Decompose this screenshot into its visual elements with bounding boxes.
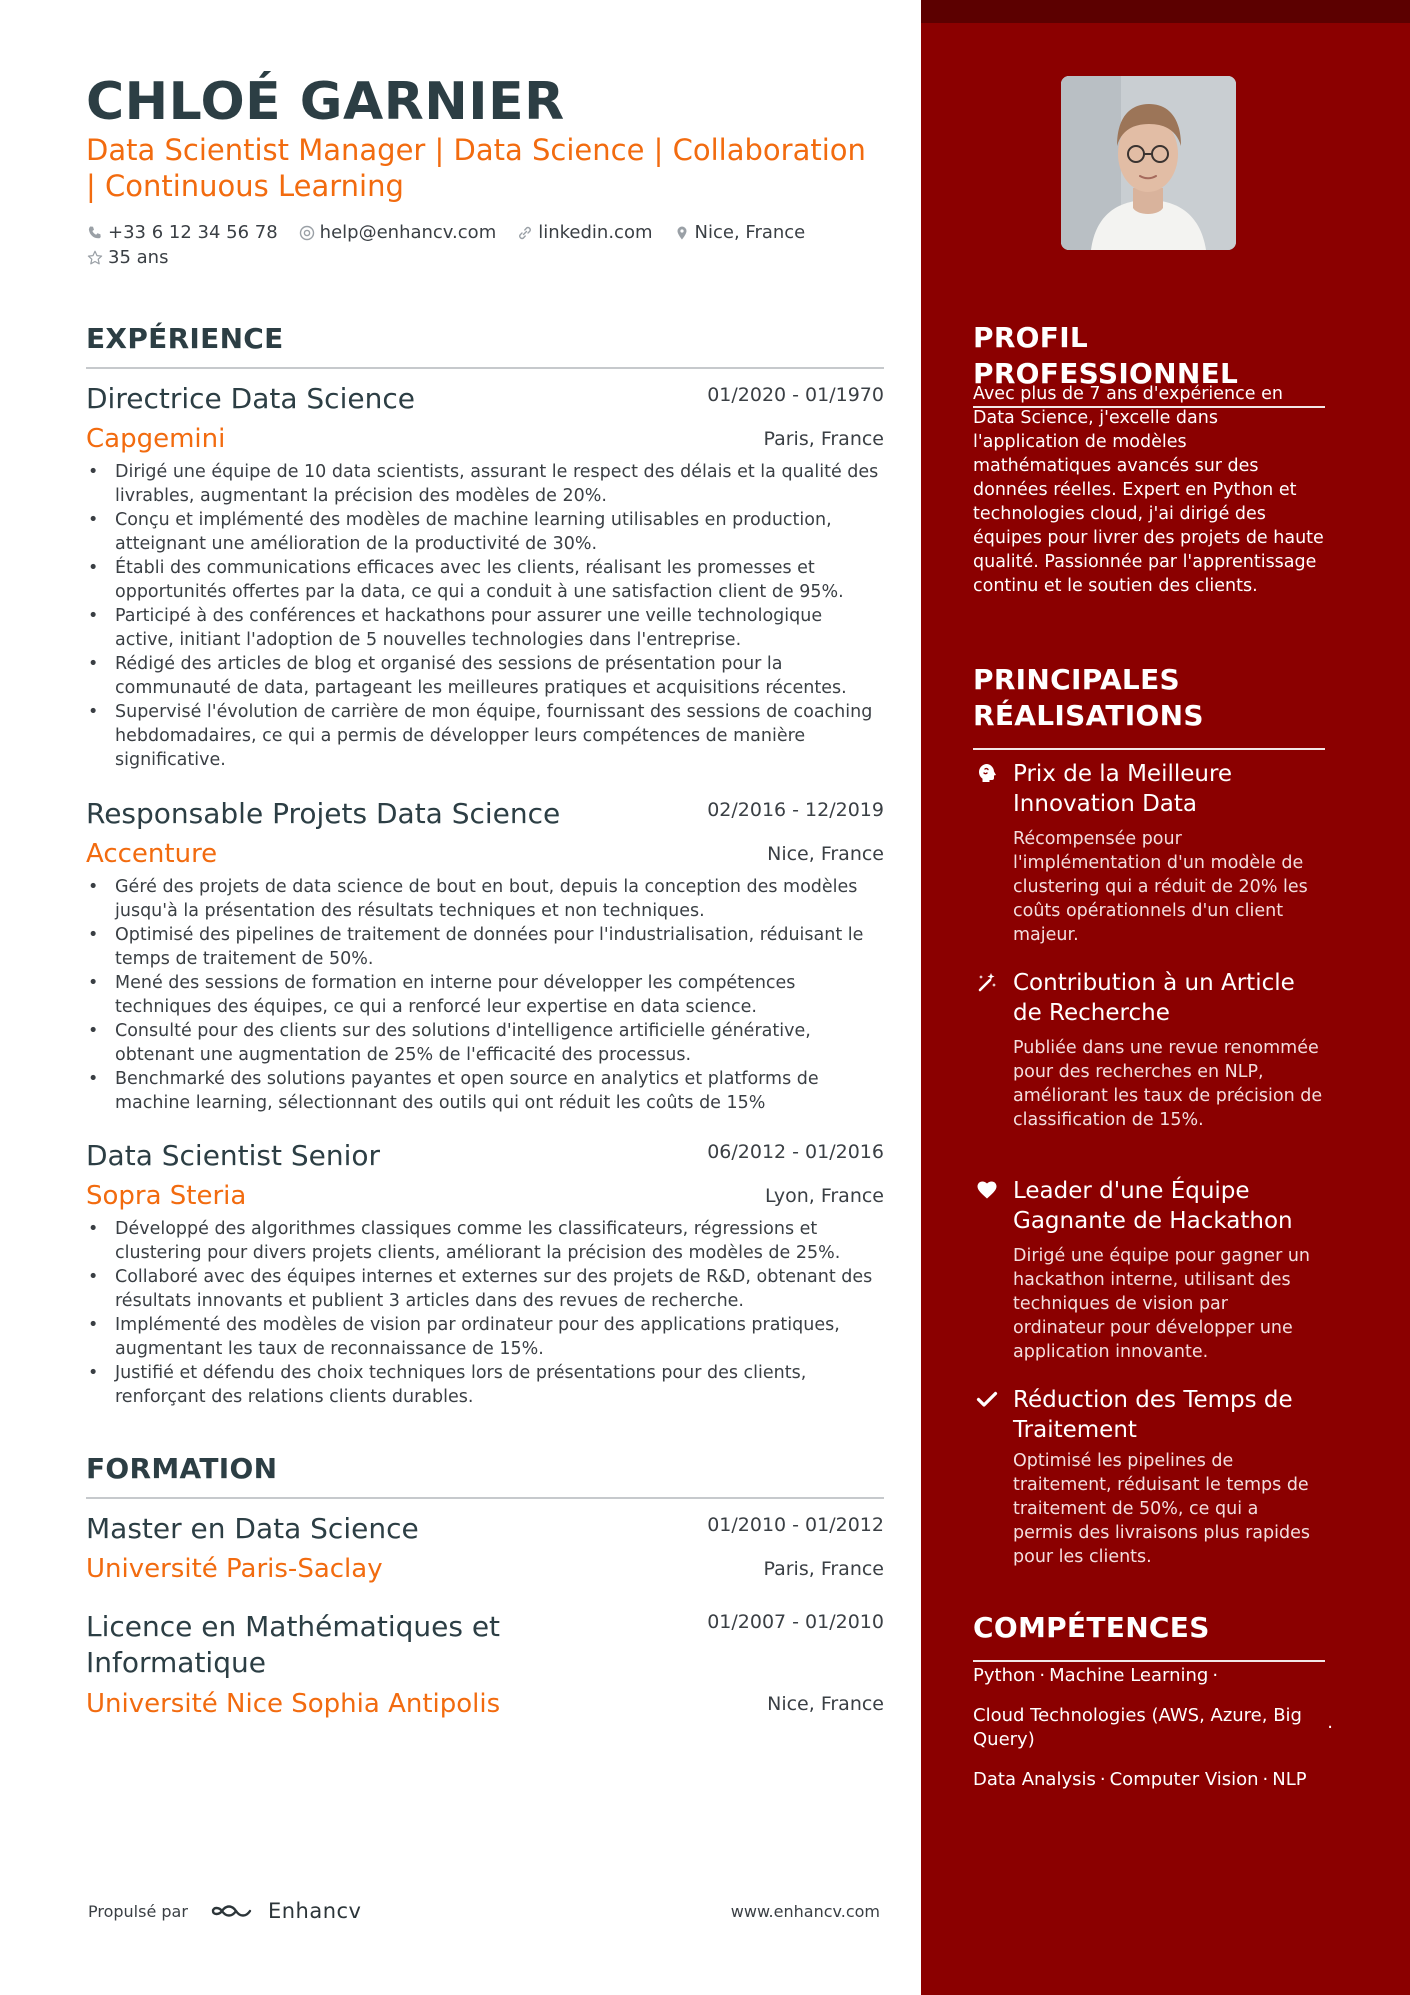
phone-contact[interactable] — [86, 222, 278, 243]
skills-row: Data Analysis · Computer Vision · NLP — [973, 1769, 1307, 1790]
skill-tag: Python — [973, 1665, 1036, 1686]
link-icon — [516, 224, 534, 242]
contact-info — [86, 220, 866, 270]
bullet-item: • Justifié et défendu des choix techniques lors de présentations pour des clients, renforçant des relations clients durables. — [86, 1361, 884, 1409]
skill-tag: Computer Vision — [1109, 1769, 1259, 1790]
achievement-title: Leader d'une Équipe Gagnante de Hackathon — [1013, 1178, 1293, 1234]
degree-title: Master en Data Science — [86, 1512, 419, 1545]
achievement-description: Dirigé une équipe pour gagner un hackathon interne, utilisant des techniques de vision par ordinateur pour développer une application innovante. — [1013, 1246, 1311, 1362]
profile-photo — [1061, 76, 1236, 250]
job-bullets — [86, 875, 884, 1115]
achievement-title: Prix de la Meilleure Innovation Data — [1013, 761, 1233, 817]
experience-entry — [86, 382, 884, 772]
powered-by — [88, 1899, 361, 1923]
education-location: Paris, France — [763, 1558, 884, 1580]
website-link[interactable]: www.enhancv.com — [730, 1901, 880, 1921]
heart-icon — [973, 1179, 1001, 1207]
bullet-item: • Collaboré avec des équipes internes et externes sur des projets de R&D, obtenant des résultats innovants et publient 3 articles dans des revues de recherche. — [86, 1265, 884, 1313]
job-dates: 06/2012 - 01/2016 — [707, 1141, 884, 1163]
infinity-logo-icon — [210, 1899, 258, 1923]
checkmark-icon — [973, 1388, 1001, 1416]
brand-name: Enhancv — [267, 1899, 362, 1923]
bullet-item: • Implémenté des modèles de vision par ordinateur pour des applications pratiques, augmentant les taux de reconnaissance de 15%. — [86, 1313, 884, 1361]
skill-tag: NLP — [1272, 1769, 1307, 1790]
skill-tag: Machine Learning — [1049, 1665, 1209, 1686]
location-pin-icon — [673, 224, 691, 242]
avatar-illustration — [1061, 76, 1236, 250]
achievement-item — [973, 1385, 1333, 1569]
job-dates: 02/2016 - 12/2019 — [707, 799, 884, 821]
profile-section-title: PROFIL PROFESSIONNEL — [973, 320, 1325, 408]
brain-icon — [973, 762, 1001, 790]
star-icon — [86, 249, 104, 267]
achievement-item — [973, 968, 1333, 1132]
bullet-item: • Optimisé des pipelines de traitement de données pour l'industrialisation, réduisant le temps de traitement de 50%. — [86, 923, 884, 971]
magic-wand-icon — [973, 971, 1001, 999]
achievement-description: Récompensée pour l'implémentation d'un modèle de clustering qui a réduit de 20% les coûts opérationnels d'un client majeur. — [1013, 829, 1308, 945]
job-location: Nice, France — [767, 843, 884, 865]
profile-summary: Avec plus de 7 ans d'expérience en Data Science, j'excelle dans l'application de modèles mathématiques avancés sur des données réelles. Expert en Python et technologies cloud, j'ai dirigé des équipes pour livrer des projets de haute qualité. Passionnée par l'apprentissage continu et le soutien des clients. — [973, 384, 1324, 596]
at-icon — [298, 224, 316, 242]
education-location: Nice, France — [767, 1693, 884, 1715]
degree-title: Licence en Mathématiques et Informatique — [86, 1610, 501, 1679]
bullet-item: • Dirigé une équipe de 10 data scientists, assurant le respect des délais et la qualité des livrables, augmentant la précision des modèles de 20%. — [86, 460, 884, 508]
skills-list — [973, 1664, 1333, 1808]
bullet-item: • Établi des communications efficaces avec les clients, réalisant les promesses et opportunités offertes par la data, ce qui a conduit à une satisfaction client de 95%. — [86, 556, 884, 604]
location-text: Nice, France — [694, 222, 806, 243]
bullet-item: • Mené des sessions de formation en interne pour développer les compétences techniques des équipes, ce qui a renforcé leur expertise en data science. — [86, 971, 884, 1019]
headline: Data Scientist Manager | Data Science | Collaboration | Continuous Learning — [86, 133, 866, 203]
bullet-item: • Rédigé des articles de blog et organisé des sessions de présentation pour la communauté de data, partageant les meilleures pratiques et acquisitions récentes. — [86, 652, 884, 700]
skill-tag: Cloud Technologies (AWS, Azure, Big Query) — [973, 1705, 1302, 1750]
age-text: 35 ans — [108, 247, 169, 268]
company-name: Accenture — [86, 839, 218, 869]
achievement-description: Optimisé les pipelines de traitement, réduisant le temps de traitement de 50%, ce qui a permis des livraisons plus rapides pour les clients. — [1013, 1451, 1310, 1567]
job-bullets — [86, 460, 884, 772]
achievement-title: Contribution à un Article de Recherche — [1013, 970, 1295, 1026]
bullet-item: • Développé des algorithmes classiques comme les classificateurs, régressions et clustering pour divers projets clients, améliorant la précision des modèles de 25%. — [86, 1217, 884, 1265]
bullet-item: • Géré des projets de data science de bout en bout, depuis la conception des modèles jusqu'à la présentation des résultats techniques et non techniques. — [86, 875, 884, 923]
skill-tag: Data Analysis — [973, 1769, 1096, 1790]
enhancv-logo[interactable] — [210, 1899, 362, 1923]
achievement-description: Publiée dans une revue renommée pour des recherches en NLP, améliorant les taux de précision de classification de 15%. — [1013, 1038, 1323, 1130]
phone-text: +33 6 12 34 56 78 — [108, 222, 278, 243]
achievement-item — [973, 1176, 1333, 1364]
education-entry — [86, 1512, 884, 1584]
achievements-section-title: PRINCIPALES RÉALISATIONS — [973, 662, 1325, 750]
school-name: Université Paris-Saclay — [86, 1554, 383, 1584]
sidebar-top-bar — [921, 0, 1410, 23]
school-name: Université Nice Sophia Antipolis — [86, 1689, 501, 1719]
bullet-item: • Benchmarké des solutions payantes et open source en analytics et platforms de machine learning, sélectionnant des outils qui ont réduit les coûts de 15% — [86, 1067, 884, 1115]
achievement-title: Réduction des Temps de Traitement — [1013, 1387, 1293, 1443]
education-dates: 01/2010 - 01/2012 — [707, 1514, 884, 1536]
phone-icon — [86, 224, 104, 242]
experience-entry — [86, 797, 884, 1115]
job-title: Data Scientist Senior — [86, 1139, 381, 1172]
email-text: help@enhancv.com — [319, 222, 497, 243]
email-contact[interactable] — [298, 222, 497, 243]
job-dates: 01/2020 - 01/1970 — [707, 384, 884, 406]
powered-by-label: Propulsé par — [88, 1901, 188, 1921]
education-dates: 01/2007 - 01/2010 — [707, 1611, 884, 1633]
bullet-item: • Conçu et implémenté des modèles de machine learning utilisables en production, atteignant une amélioration de la productivité de 30%. — [86, 508, 884, 556]
education-entry — [86, 1609, 884, 1719]
location-contact — [673, 222, 806, 243]
bullet-item: • Participé à des conférences et hackathons pour assurer une veille technologique active, initiant l'adoption de 5 nouvelles technologies dans l'entreprise. — [86, 604, 884, 652]
bullet-item: • Consulté pour des clients sur des solutions d'intelligence artificielle générative, obtenant une augmentation de 25% de l'efficacité des processus. — [86, 1019, 884, 1067]
achievement-item — [973, 759, 1333, 947]
experience-section-title: EXPÉRIENCE — [86, 322, 884, 369]
job-title: Responsable Projets Data Science — [86, 797, 561, 830]
age-contact — [86, 247, 168, 268]
linkedin-contact[interactable] — [516, 222, 652, 243]
education-section-title: FORMATION — [86, 1452, 884, 1499]
footer — [88, 1899, 880, 1923]
sidebar — [921, 0, 1410, 1995]
job-location: Paris, France — [763, 428, 884, 450]
skills-section-title: COMPÉTENCES — [973, 1610, 1325, 1662]
candidate-name: CHLOÉ GARNIER — [86, 72, 565, 132]
company-name: Sopra Steria — [86, 1181, 247, 1211]
skills-row: Cloud Technologies (AWS, Azure, Big Query) · — [973, 1705, 1333, 1750]
experience-entry — [86, 1139, 884, 1409]
skills-row: Python · Machine Learning · — [973, 1665, 1219, 1686]
job-bullets — [86, 1217, 884, 1409]
job-location: Lyon, France — [764, 1185, 884, 1207]
company-name: Capgemini — [86, 424, 226, 454]
linkedin-text: linkedin.com — [538, 222, 653, 243]
job-title: Directrice Data Science — [86, 382, 415, 415]
bullet-item: • Supervisé l'évolution de carrière de mon équipe, fournissant des sessions de coaching hebdomadaires, ce qui a permis de développer leurs compétences de manière significative. — [86, 700, 884, 772]
